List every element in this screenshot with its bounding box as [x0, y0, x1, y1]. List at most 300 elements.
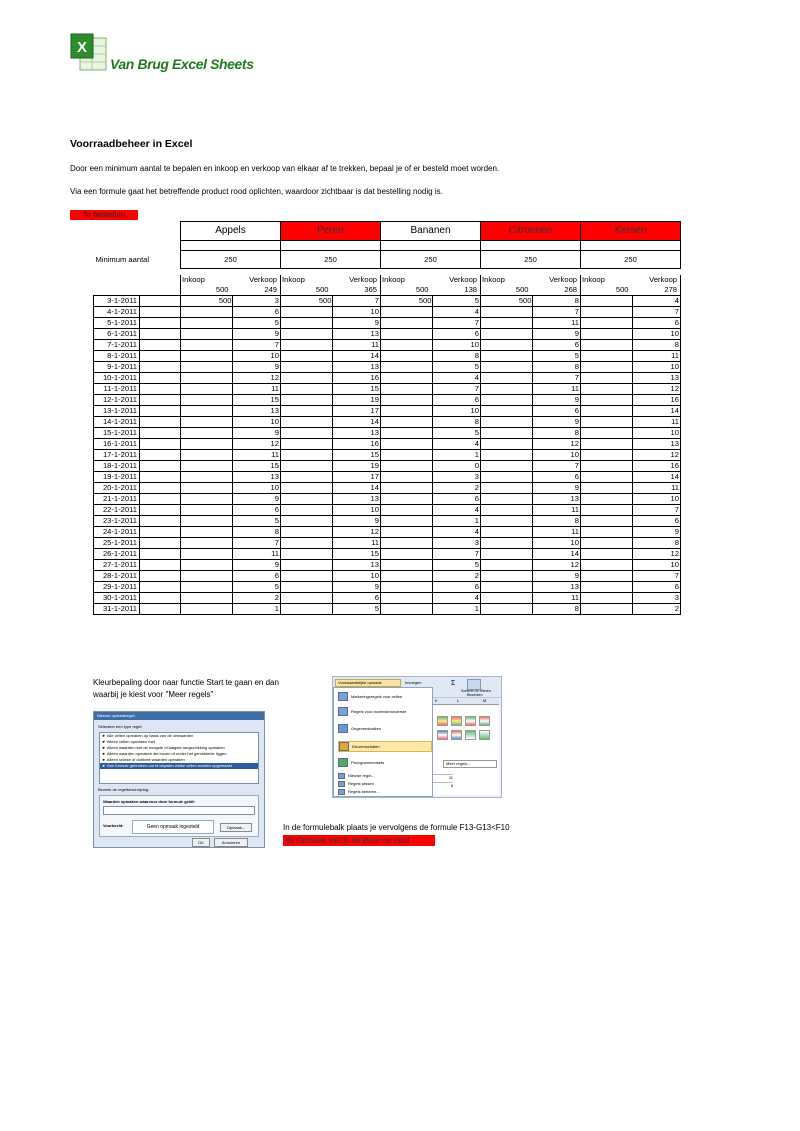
- value-cell[interactable]: [181, 340, 281, 351]
- verkoop-value[interactable]: 13: [532, 494, 581, 504]
- value-cell[interactable]: [181, 417, 281, 428]
- invoegen-button[interactable]: Invoegen: [405, 680, 422, 685]
- value-cell[interactable]: [581, 384, 681, 395]
- verkoop-value[interactable]: 10: [632, 362, 681, 372]
- value-cell[interactable]: [581, 472, 681, 483]
- value-cell[interactable]: [481, 318, 581, 329]
- verkoop-value[interactable]: 5: [232, 516, 281, 526]
- verkoop-value[interactable]: 1: [232, 604, 281, 614]
- value-cell[interactable]: [481, 439, 581, 450]
- value-cell[interactable]: [581, 494, 681, 505]
- color-scale-swatch[interactable]: [465, 716, 476, 726]
- verkoop-value[interactable]: 6: [432, 494, 481, 504]
- value-cell[interactable]: [281, 362, 381, 373]
- verkoop-value[interactable]: 16: [332, 373, 381, 383]
- value-cell[interactable]: [281, 505, 381, 516]
- value-cell[interactable]: [481, 494, 581, 505]
- verkoop-value[interactable]: 9: [232, 494, 281, 504]
- value-cell[interactable]: [181, 351, 281, 362]
- value-cell[interactable]: [181, 450, 281, 461]
- value-cell[interactable]: [481, 461, 581, 472]
- verkoop-value[interactable]: 6: [432, 329, 481, 339]
- value-cell[interactable]: [481, 406, 581, 417]
- verkoop-value[interactable]: 12: [632, 384, 681, 394]
- color-scale-swatch[interactable]: [465, 730, 476, 740]
- value-cell[interactable]: [481, 395, 581, 406]
- empty-cell[interactable]: [140, 593, 181, 604]
- value-cell[interactable]: [281, 549, 381, 560]
- verkoop-value[interactable]: 11: [532, 384, 581, 394]
- value-cell[interactable]: [281, 373, 381, 384]
- value-cell[interactable]: [581, 483, 681, 494]
- value-cell[interactable]: [181, 296, 281, 307]
- verkoop-value[interactable]: 11: [632, 483, 681, 493]
- value-cell[interactable]: [181, 373, 281, 384]
- color-scale-swatch[interactable]: [451, 730, 462, 740]
- value-cell[interactable]: [281, 318, 381, 329]
- empty-cell[interactable]: [140, 296, 181, 307]
- value-cell[interactable]: [381, 307, 481, 318]
- rule-type-item[interactable]: ► Alleen cellen opmaken met: [102, 739, 155, 744]
- verkoop-value[interactable]: 6: [432, 395, 481, 405]
- verkoop-value[interactable]: 7: [432, 384, 481, 394]
- verkoop-value[interactable]: 17: [332, 406, 381, 416]
- verkoop-value[interactable]: 6: [532, 406, 581, 416]
- empty-cell[interactable]: [140, 582, 181, 593]
- empty-cell[interactable]: [140, 362, 181, 373]
- verkoop-value[interactable]: 4: [632, 296, 681, 306]
- value-cell[interactable]: [581, 395, 681, 406]
- verkoop-value[interactable]: 8: [532, 604, 581, 614]
- verkoop-value[interactable]: 1: [432, 516, 481, 526]
- verkoop-value[interactable]: 11: [632, 351, 681, 361]
- formula-input[interactable]: [103, 806, 255, 815]
- value-cell[interactable]: [281, 384, 381, 395]
- empty-cell[interactable]: [140, 395, 181, 406]
- verkoop-value[interactable]: 11: [232, 384, 281, 394]
- verkoop-value[interactable]: 6: [232, 505, 281, 515]
- verkoop-value[interactable]: 9: [232, 362, 281, 372]
- menu-item-nieuwe-regel[interactable]: Nieuwe regel...: [338, 772, 430, 779]
- verkoop-value[interactable]: 9: [332, 582, 381, 592]
- verkoop-value[interactable]: 13: [632, 373, 681, 383]
- value-cell[interactable]: [381, 604, 481, 615]
- value-cell[interactable]: [381, 384, 481, 395]
- value-cell[interactable]: [581, 582, 681, 593]
- verkoop-value[interactable]: 14: [332, 351, 381, 361]
- verkoop-value[interactable]: 10: [632, 560, 681, 570]
- verkoop-value[interactable]: 12: [532, 439, 581, 449]
- value-cell[interactable]: [181, 516, 281, 527]
- value-cell[interactable]: [381, 450, 481, 461]
- value-cell[interactable]: [381, 340, 481, 351]
- ok-button[interactable]: OK: [192, 838, 210, 847]
- value-cell[interactable]: [581, 351, 681, 362]
- value-cell[interactable]: [281, 538, 381, 549]
- value-cell[interactable]: [581, 604, 681, 615]
- value-cell[interactable]: [281, 571, 381, 582]
- value-cell[interactable]: [181, 604, 281, 615]
- verkoop-value[interactable]: 7: [332, 296, 381, 306]
- start-inkoop[interactable]: 500: [615, 285, 629, 294]
- value-cell[interactable]: [581, 450, 681, 461]
- verkoop-value[interactable]: 11: [232, 450, 281, 460]
- inkoop-value[interactable]: 500: [218, 296, 232, 305]
- verkoop-value[interactable]: 4: [432, 439, 481, 449]
- empty-cell[interactable]: [140, 604, 181, 615]
- start-verkoop[interactable]: 268: [564, 285, 578, 294]
- verkoop-value[interactable]: 9: [532, 329, 581, 339]
- value-cell[interactable]: [281, 406, 381, 417]
- verkoop-value[interactable]: 9: [532, 417, 581, 427]
- color-scale-swatch[interactable]: [479, 716, 490, 726]
- empty-cell[interactable]: [140, 505, 181, 516]
- verkoop-value[interactable]: 9: [232, 560, 281, 570]
- value-cell[interactable]: [281, 483, 381, 494]
- minimum-value[interactable]: 250: [481, 251, 581, 269]
- value-cell[interactable]: [381, 505, 481, 516]
- verkoop-value[interactable]: 9: [332, 318, 381, 328]
- value-cell[interactable]: [281, 516, 381, 527]
- value-cell[interactable]: [181, 362, 281, 373]
- verkoop-value[interactable]: 11: [532, 527, 581, 537]
- color-scale-swatch[interactable]: [437, 716, 448, 726]
- value-cell[interactable]: [581, 428, 681, 439]
- value-cell[interactable]: [181, 538, 281, 549]
- verkoop-value[interactable]: 11: [532, 318, 581, 328]
- value-cell[interactable]: [481, 417, 581, 428]
- empty-cell[interactable]: [140, 318, 181, 329]
- verkoop-value[interactable]: 17: [332, 472, 381, 482]
- verkoop-value[interactable]: 9: [232, 428, 281, 438]
- verkoop-value[interactable]: 12: [632, 450, 681, 460]
- verkoop-value[interactable]: 6: [432, 582, 481, 592]
- value-cell[interactable]: [381, 428, 481, 439]
- value-cell[interactable]: [281, 417, 381, 428]
- verkoop-value[interactable]: 5: [332, 604, 381, 614]
- value-cell[interactable]: [181, 527, 281, 538]
- value-cell[interactable]: [181, 318, 281, 329]
- value-cell[interactable]: [381, 296, 481, 307]
- empty-cell[interactable]: [140, 549, 181, 560]
- value-cell[interactable]: [181, 494, 281, 505]
- value-cell[interactable]: [581, 296, 681, 307]
- color-scale-swatch[interactable]: [451, 716, 462, 726]
- value-cell[interactable]: [581, 439, 681, 450]
- verkoop-value[interactable]: 3: [632, 593, 681, 603]
- verkoop-value[interactable]: 4: [432, 527, 481, 537]
- value-cell[interactable]: [481, 582, 581, 593]
- verkoop-value[interactable]: 9: [332, 516, 381, 526]
- value-cell[interactable]: [481, 307, 581, 318]
- value-cell[interactable]: [481, 593, 581, 604]
- verkoop-value[interactable]: 10: [232, 483, 281, 493]
- empty-cell[interactable]: [140, 483, 181, 494]
- value-cell[interactable]: [281, 604, 381, 615]
- value-cell[interactable]: [481, 384, 581, 395]
- inkoop-value[interactable]: 500: [318, 296, 332, 305]
- menu-item-pictogrammen[interactable]: Pictogrammensets: [338, 758, 430, 767]
- value-cell[interactable]: [381, 593, 481, 604]
- value-cell[interactable]: [181, 384, 281, 395]
- color-scale-swatch[interactable]: [437, 730, 448, 740]
- value-cell[interactable]: [381, 538, 481, 549]
- start-verkoop[interactable]: 278: [664, 285, 678, 294]
- value-cell[interactable]: [181, 549, 281, 560]
- value-cell[interactable]: [281, 296, 381, 307]
- verkoop-value[interactable]: 10: [432, 340, 481, 350]
- value-cell[interactable]: [281, 307, 381, 318]
- menu-item-boven-onder[interactable]: Regels voor bovenste/onderste: [338, 707, 430, 716]
- verkoop-value[interactable]: 10: [632, 329, 681, 339]
- verkoop-value[interactable]: 9: [632, 527, 681, 537]
- verkoop-value[interactable]: 6: [332, 593, 381, 603]
- value-cell[interactable]: [281, 461, 381, 472]
- value-cell[interactable]: [381, 329, 481, 340]
- value-cell[interactable]: [381, 461, 481, 472]
- verkoop-value[interactable]: 6: [632, 516, 681, 526]
- value-cell[interactable]: [381, 516, 481, 527]
- value-cell[interactable]: [581, 307, 681, 318]
- value-cell[interactable]: [581, 362, 681, 373]
- value-cell[interactable]: [581, 538, 681, 549]
- verkoop-value[interactable]: 5: [232, 582, 281, 592]
- empty-cell[interactable]: [140, 461, 181, 472]
- verkoop-value[interactable]: 15: [232, 461, 281, 471]
- verkoop-value[interactable]: 6: [532, 340, 581, 350]
- rule-type-item[interactable]: ► Alleen waarden met de hoogste of laagste rangschikking opmaken: [102, 745, 225, 750]
- verkoop-value[interactable]: 6: [232, 571, 281, 581]
- value-cell[interactable]: [581, 571, 681, 582]
- value-cell[interactable]: [381, 395, 481, 406]
- blank-cell[interactable]: [381, 241, 481, 251]
- value-cell[interactable]: [581, 527, 681, 538]
- verkoop-value[interactable]: 10: [532, 450, 581, 460]
- sigma-icon[interactable]: Σ: [451, 680, 456, 687]
- verkoop-value[interactable]: 7: [232, 538, 281, 548]
- verkoop-value[interactable]: 10: [232, 417, 281, 427]
- verkoop-value[interactable]: 7: [532, 373, 581, 383]
- menu-item-regels-wissen[interactable]: Regels wissen: [338, 780, 430, 787]
- verkoop-value[interactable]: 4: [432, 307, 481, 317]
- verkoop-value[interactable]: 12: [532, 560, 581, 570]
- value-cell[interactable]: [481, 483, 581, 494]
- rule-type-item[interactable]: ► Alleen waarden opmaken die boven of onder het gemiddelde liggen: [102, 751, 227, 756]
- value-cell[interactable]: [481, 560, 581, 571]
- empty-cell[interactable]: [140, 406, 181, 417]
- verkoop-value[interactable]: 13: [332, 560, 381, 570]
- value-cell[interactable]: [381, 417, 481, 428]
- value-cell[interactable]: [581, 560, 681, 571]
- value-cell[interactable]: [181, 571, 281, 582]
- value-cell[interactable]: [381, 560, 481, 571]
- verkoop-value[interactable]: 7: [432, 549, 481, 559]
- verkoop-value[interactable]: 6: [532, 472, 581, 482]
- verkoop-value[interactable]: 12: [332, 527, 381, 537]
- empty-cell[interactable]: [140, 527, 181, 538]
- value-cell[interactable]: [281, 593, 381, 604]
- value-cell[interactable]: [381, 406, 481, 417]
- verkoop-value[interactable]: 7: [432, 318, 481, 328]
- value-cell[interactable]: [281, 329, 381, 340]
- menu-item-gegevensbalken[interactable]: Gegevensbalken: [338, 724, 430, 733]
- value-cell[interactable]: [381, 351, 481, 362]
- start-verkoop[interactable]: 138: [464, 285, 478, 294]
- verkoop-value[interactable]: 8: [532, 428, 581, 438]
- verkoop-value[interactable]: 13: [532, 582, 581, 592]
- verkoop-value[interactable]: 13: [332, 428, 381, 438]
- value-cell[interactable]: [481, 428, 581, 439]
- verkoop-value[interactable]: 5: [432, 560, 481, 570]
- empty-cell[interactable]: [140, 538, 181, 549]
- minimum-value[interactable]: 250: [581, 251, 681, 269]
- inkoop-value[interactable]: 500: [518, 296, 532, 305]
- value-cell[interactable]: [381, 571, 481, 582]
- color-scale-swatch[interactable]: [479, 730, 490, 740]
- verkoop-value[interactable]: 15: [232, 395, 281, 405]
- empty-cell[interactable]: [140, 571, 181, 582]
- value-cell[interactable]: [281, 527, 381, 538]
- empty-cell[interactable]: [140, 307, 181, 318]
- value-cell[interactable]: [181, 472, 281, 483]
- value-cell[interactable]: [481, 505, 581, 516]
- verkoop-value[interactable]: 14: [632, 406, 681, 416]
- verkoop-value[interactable]: 14: [632, 472, 681, 482]
- value-cell[interactable]: [381, 318, 481, 329]
- value-cell[interactable]: [281, 582, 381, 593]
- verkoop-value[interactable]: 12: [632, 549, 681, 559]
- value-cell[interactable]: [481, 296, 581, 307]
- verkoop-value[interactable]: 13: [232, 472, 281, 482]
- verkoop-value[interactable]: 7: [632, 571, 681, 581]
- menu-item-kleurenschalen[interactable]: Kleurenschalen: [338, 741, 432, 752]
- verkoop-value[interactable]: 15: [332, 450, 381, 460]
- verkoop-value[interactable]: 7: [632, 505, 681, 515]
- empty-cell[interactable]: [140, 472, 181, 483]
- verkoop-value[interactable]: 1: [432, 450, 481, 460]
- verkoop-value[interactable]: 2: [232, 593, 281, 603]
- verkoop-value[interactable]: 8: [532, 296, 581, 306]
- value-cell[interactable]: [381, 549, 481, 560]
- value-cell[interactable]: [481, 329, 581, 340]
- verkoop-value[interactable]: 8: [532, 362, 581, 372]
- verkoop-value[interactable]: 5: [232, 318, 281, 328]
- verkoop-value[interactable]: 14: [332, 483, 381, 493]
- value-cell[interactable]: [481, 472, 581, 483]
- verkoop-value[interactable]: 11: [232, 549, 281, 559]
- value-cell[interactable]: [581, 340, 681, 351]
- verkoop-value[interactable]: 5: [432, 296, 481, 306]
- verkoop-value[interactable]: 5: [532, 351, 581, 361]
- value-cell[interactable]: [281, 351, 381, 362]
- more-rules-item[interactable]: Meer regels...: [443, 760, 497, 768]
- start-inkoop[interactable]: 500: [315, 285, 329, 294]
- start-inkoop[interactable]: 500: [415, 285, 429, 294]
- verkoop-value[interactable]: 2: [432, 483, 481, 493]
- empty-cell[interactable]: [140, 428, 181, 439]
- verkoop-value[interactable]: 14: [332, 417, 381, 427]
- value-cell[interactable]: [281, 395, 381, 406]
- verkoop-value[interactable]: 1: [432, 604, 481, 614]
- verkoop-value[interactable]: 7: [632, 307, 681, 317]
- minimum-value[interactable]: 250: [181, 251, 281, 269]
- value-cell[interactable]: [281, 494, 381, 505]
- minimum-value[interactable]: 250: [281, 251, 381, 269]
- value-cell[interactable]: [581, 505, 681, 516]
- verkoop-value[interactable]: 13: [332, 329, 381, 339]
- value-cell[interactable]: [181, 428, 281, 439]
- value-cell[interactable]: [581, 516, 681, 527]
- verkoop-value[interactable]: 11: [532, 593, 581, 603]
- value-cell[interactable]: [381, 494, 481, 505]
- conditional-format-dropdown[interactable]: Voorwaardelijke opmaak: [335, 679, 401, 687]
- value-cell[interactable]: [581, 593, 681, 604]
- empty-cell[interactable]: [140, 439, 181, 450]
- start-inkoop[interactable]: 500: [515, 285, 529, 294]
- value-cell[interactable]: [181, 406, 281, 417]
- verkoop-value[interactable]: 4: [432, 373, 481, 383]
- empty-cell[interactable]: [140, 373, 181, 384]
- value-cell[interactable]: [481, 549, 581, 560]
- verkoop-value[interactable]: 9: [232, 329, 281, 339]
- verkoop-value[interactable]: 5: [432, 362, 481, 372]
- rule-type-item[interactable]: ► Alleen unieke of dubbele waarden opmaken: [102, 757, 185, 762]
- value-cell[interactable]: [281, 340, 381, 351]
- verkoop-value[interactable]: 3: [232, 296, 281, 306]
- verkoop-value[interactable]: 6: [632, 318, 681, 328]
- verkoop-value[interactable]: 8: [632, 340, 681, 350]
- value-cell[interactable]: [481, 450, 581, 461]
- verkoop-value[interactable]: 14: [532, 549, 581, 559]
- value-cell[interactable]: [481, 516, 581, 527]
- start-inkoop[interactable]: 500: [215, 285, 229, 294]
- verkoop-value[interactable]: 8: [432, 351, 481, 361]
- verkoop-value[interactable]: 10: [332, 307, 381, 317]
- value-cell[interactable]: [181, 560, 281, 571]
- value-cell[interactable]: [381, 373, 481, 384]
- verkoop-value[interactable]: 8: [532, 516, 581, 526]
- blank-cell[interactable]: [481, 241, 581, 251]
- value-cell[interactable]: [181, 505, 281, 516]
- verkoop-value[interactable]: 3: [432, 538, 481, 548]
- empty-cell[interactable]: [140, 340, 181, 351]
- blank-cell[interactable]: [581, 241, 681, 251]
- value-cell[interactable]: [481, 340, 581, 351]
- verkoop-value[interactable]: 8: [432, 417, 481, 427]
- verkoop-value[interactable]: 11: [332, 538, 381, 548]
- verkoop-value[interactable]: 4: [432, 593, 481, 603]
- verkoop-value[interactable]: 16: [632, 395, 681, 405]
- value-cell[interactable]: [381, 483, 481, 494]
- verkoop-value[interactable]: 9: [532, 395, 581, 405]
- verkoop-value[interactable]: 11: [632, 417, 681, 427]
- format-button[interactable]: Opmaak...: [220, 823, 252, 832]
- value-cell[interactable]: [381, 362, 481, 373]
- verkoop-value[interactable]: 10: [632, 428, 681, 438]
- verkoop-value[interactable]: 13: [332, 494, 381, 504]
- verkoop-value[interactable]: 8: [632, 538, 681, 548]
- value-cell[interactable]: [581, 329, 681, 340]
- verkoop-value[interactable]: 10: [532, 538, 581, 548]
- value-cell[interactable]: [181, 593, 281, 604]
- verkoop-value[interactable]: 10: [632, 494, 681, 504]
- value-cell[interactable]: [581, 318, 681, 329]
- value-cell[interactable]: [281, 439, 381, 450]
- verkoop-value[interactable]: 9: [532, 571, 581, 581]
- verkoop-value[interactable]: 7: [532, 307, 581, 317]
- minimum-value[interactable]: 250: [381, 251, 481, 269]
- verkoop-value[interactable]: 15: [332, 384, 381, 394]
